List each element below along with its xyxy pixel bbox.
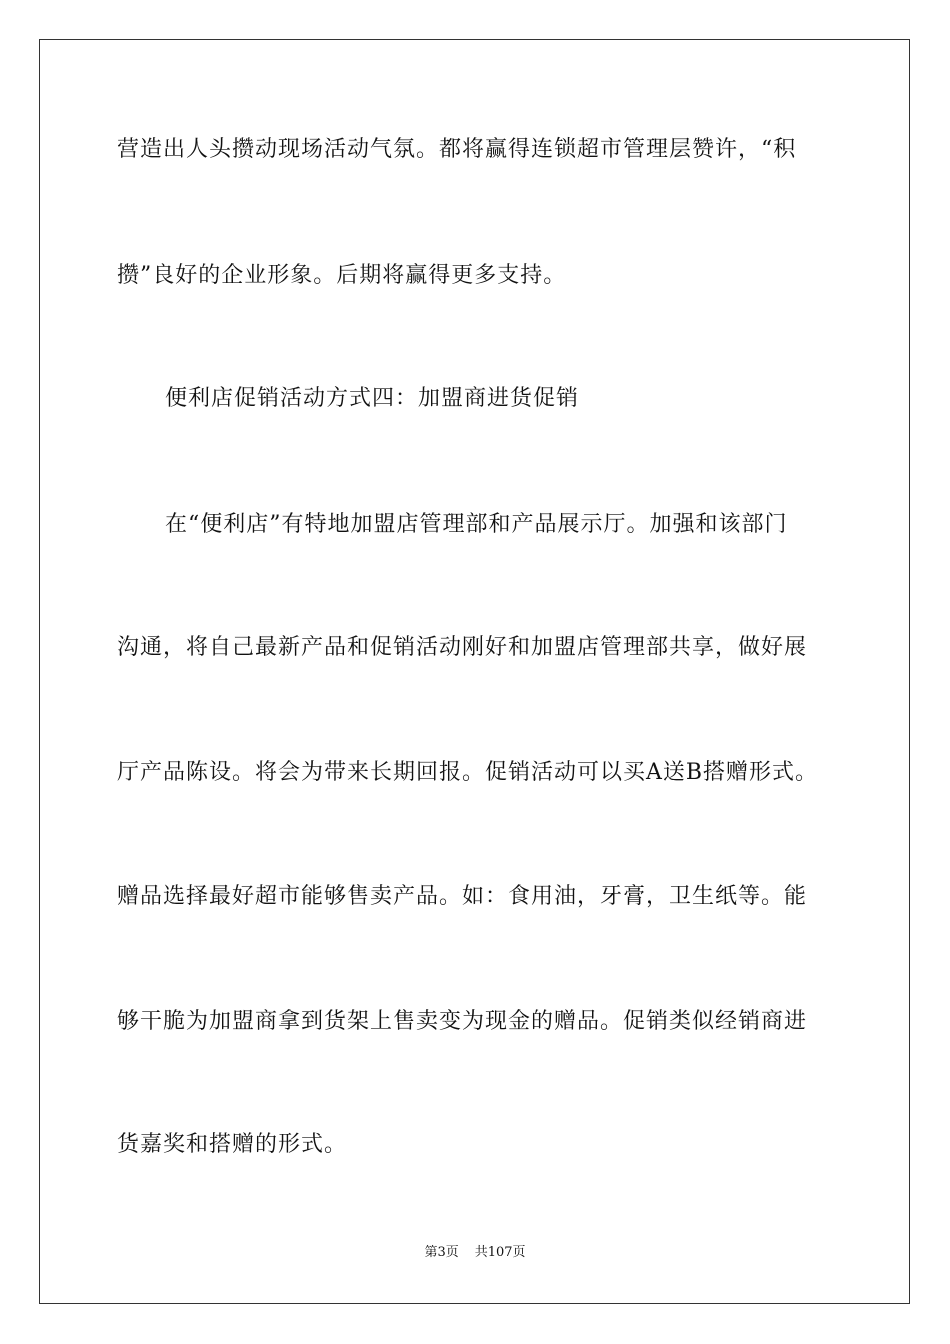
body-line-6: 厅产品陈设。将会为带来长期回报。促销活动可以买A送B搭赠形式。	[117, 760, 819, 785]
body-line-2: 攒”良好的企业形象。后期将赢得更多支持。	[117, 263, 567, 288]
page-border	[39, 39, 910, 1304]
body-line-9: 货嘉奖和搭赠的形式。	[117, 1132, 348, 1157]
body-line-8: 够干脆为加盟商拿到货架上售卖变为现金的赠品。促销类似经销商进	[117, 1009, 808, 1034]
body-line-1: 营造出人头攒动现场活动气氛。都将赢得连锁超市管理层赞许，“积	[117, 137, 797, 162]
page-total: 共107页	[474, 1245, 526, 1260]
section-heading: 便利店促销活动方式四：加盟商进货促销	[165, 386, 580, 411]
body-line-7: 赠品选择最好超市能够售卖产品。如：食用油，牙膏，卫生纸等。能	[117, 884, 808, 909]
body-line-4: 在“便利店”有特地加盟店管理部和产品展示厅。加强和该部门	[165, 512, 788, 537]
page-footer	[0, 1244, 950, 1262]
page-number: 第3页	[424, 1245, 459, 1260]
body-line-5: 沟通，将自己最新产品和促销活动刚好和加盟店管理部共享，做好展	[117, 635, 808, 660]
